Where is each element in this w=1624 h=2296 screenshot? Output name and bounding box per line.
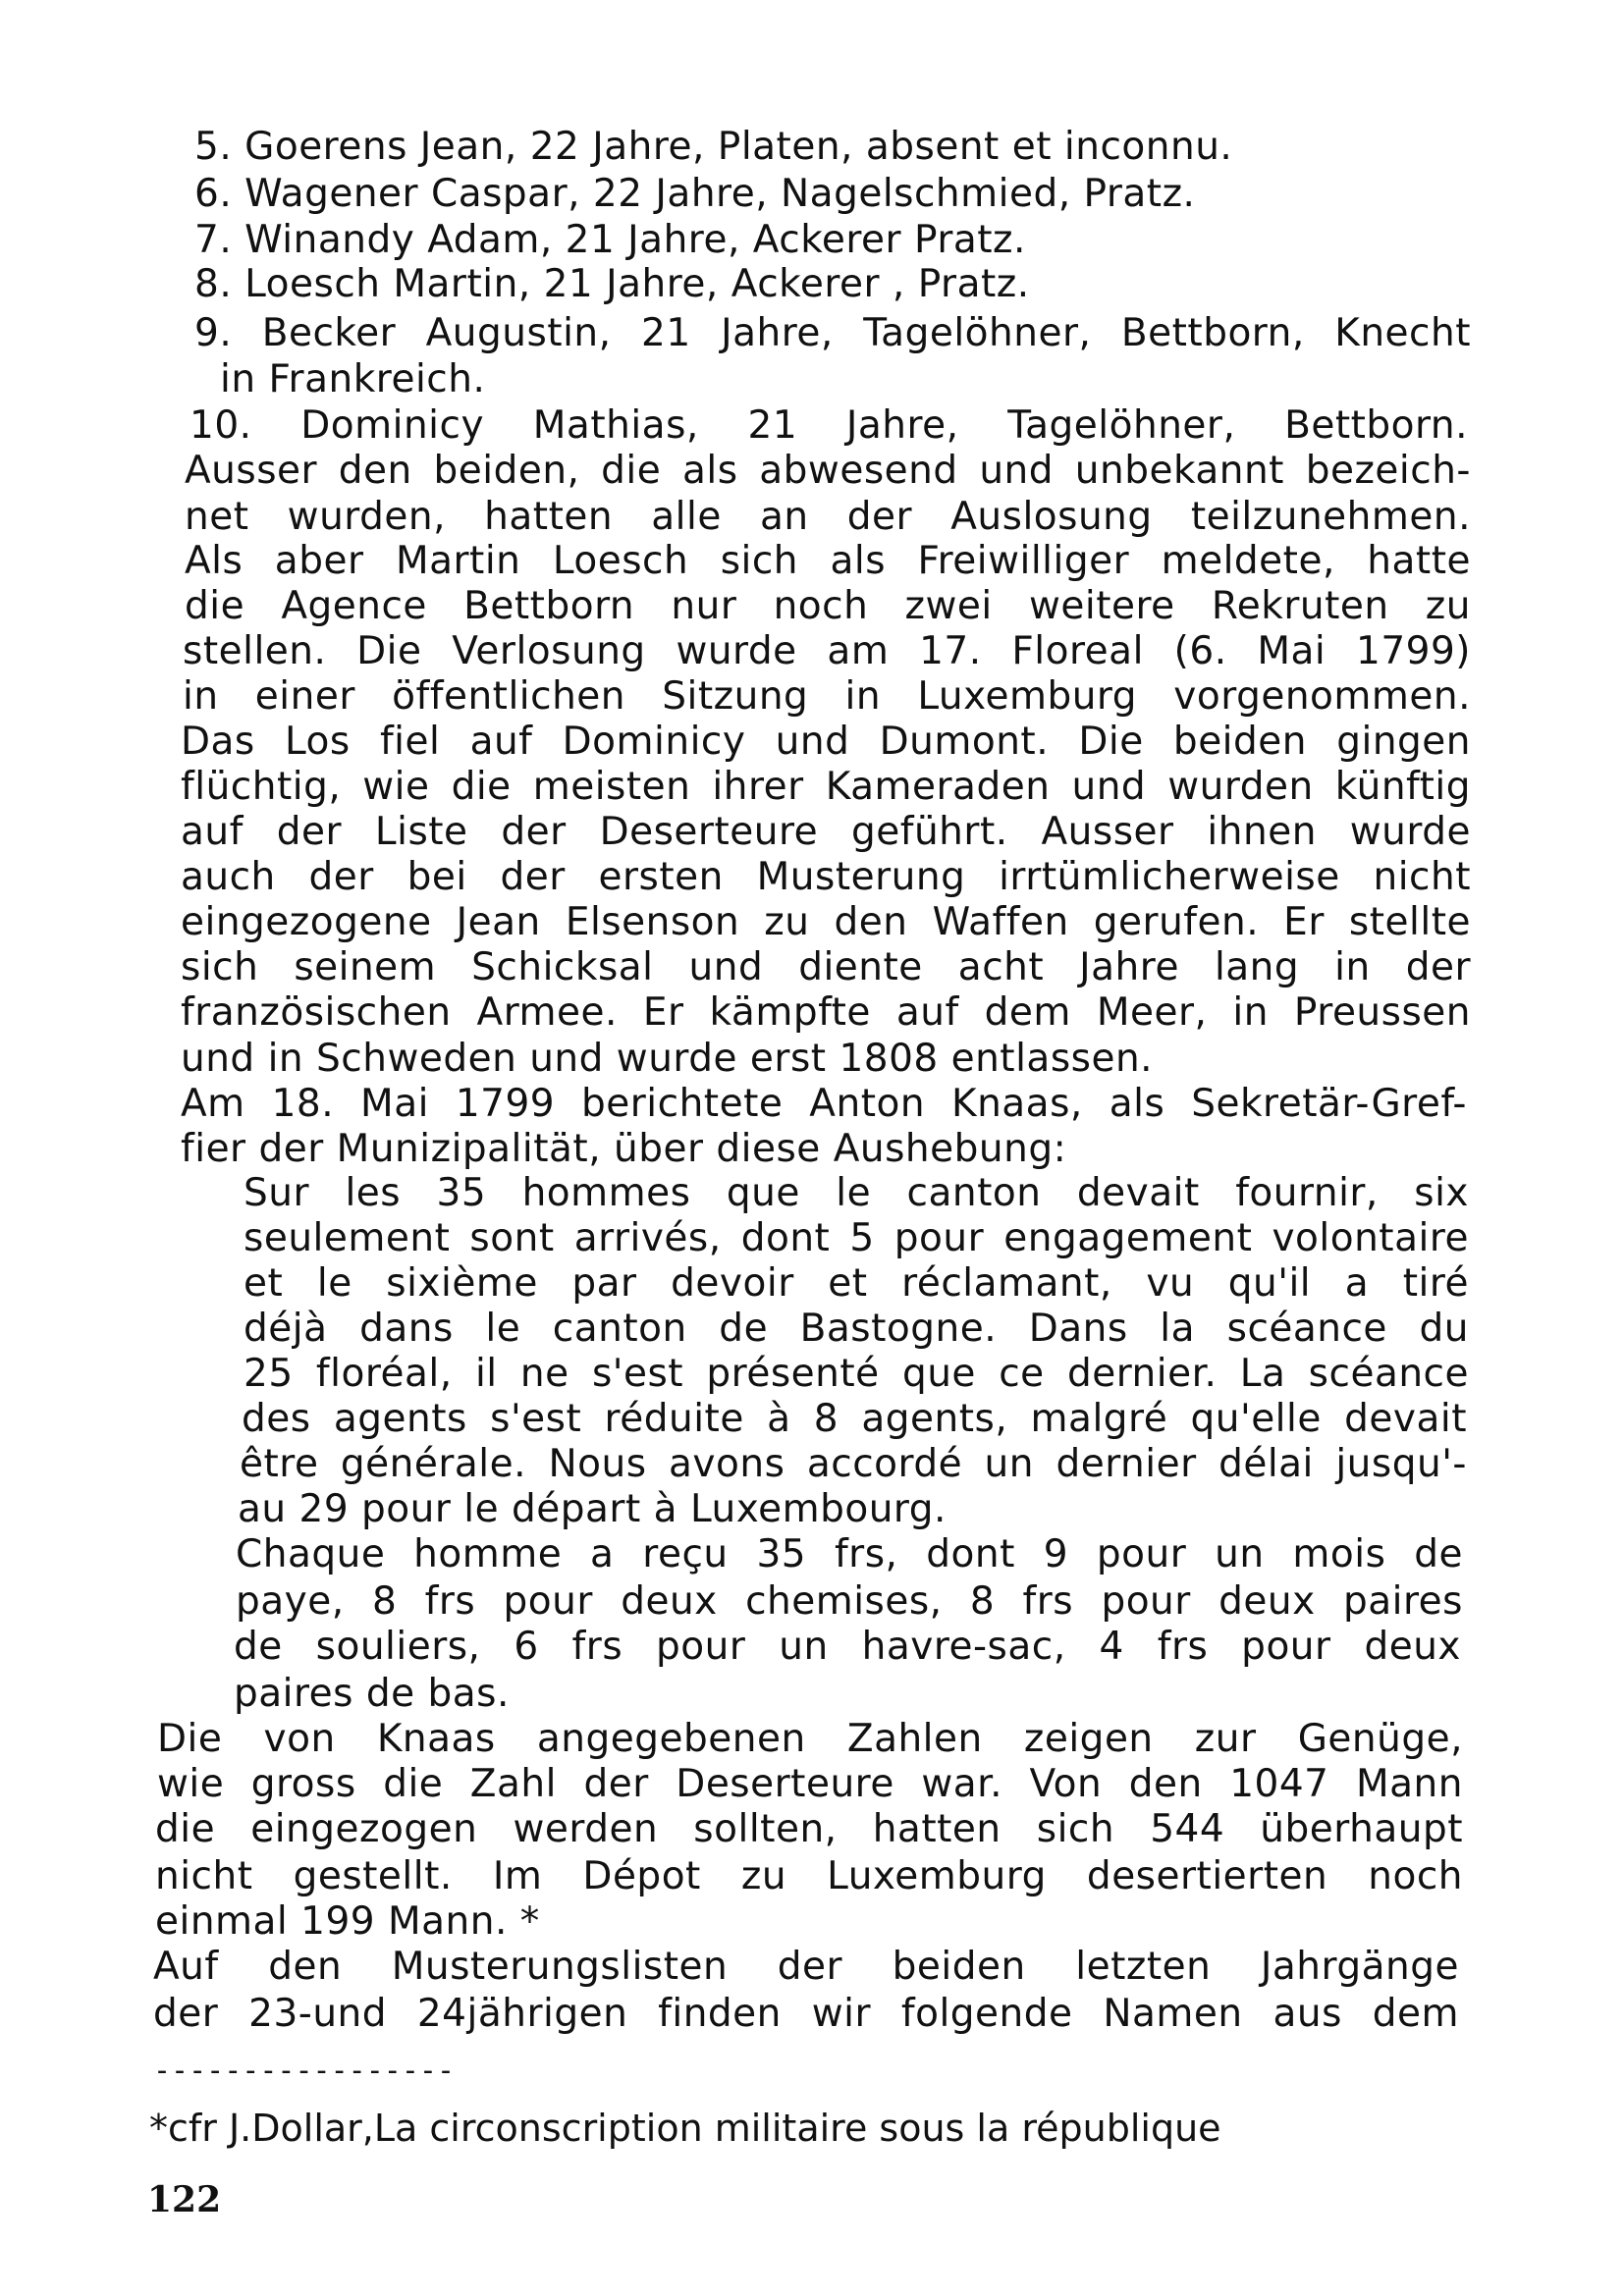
quote-line: déjà dans le canton de Bastogne. Dans la scéance du <box>244 1308 1469 1351</box>
list-item-10: 10. Dominicy Mathias, 21 Jahre, Tagelöhner, Bettborn. <box>189 404 1468 448</box>
text-line: nicht gestellt. Im Dépot zu Luxemburg desertierten noch <box>155 1855 1463 1898</box>
quote-line: et le sixième par devoir et réclamant, vu qu'il a tiré <box>244 1262 1469 1306</box>
text-line: in einer öffentlichen Sitzung in Luxemburg vorgenommen. <box>183 675 1471 719</box>
quote-line: paires de bas. <box>234 1672 510 1716</box>
quote-line: Sur les 35 hommes que le canton devait fournir, six <box>244 1172 1469 1215</box>
quote-line: au 29 pour le départ à Luxembourg. <box>238 1487 947 1531</box>
text-line: Auf den Musterungslisten der beiden letzten Jahrgänge <box>153 1946 1459 1989</box>
list-item-9-continuation: in Frankreich. <box>220 357 486 401</box>
list-item-8: 8. Loesch Martin, 21 Jahre, Ackerer , Pratz. <box>194 262 1030 306</box>
text-line: flüchtig, wie die meisten ihrer Kameraden und wurden künftig <box>181 766 1471 809</box>
text-line: die eingezogen werden sollten, hatten sich 544 überhaupt <box>155 1808 1463 1851</box>
text-line: Die von Knaas angegebenen Zahlen zeigen zur Genüge, <box>157 1718 1463 1761</box>
list-item-5: 5. Goerens Jean, 22 Jahre, Platen, absent et inconnu. <box>194 125 1233 169</box>
quote-line: de souliers, 6 frs pour un havre-sac, 4 frs pour deux <box>234 1626 1461 1669</box>
quote-line: être générale. Nous avons accordé un dernier délai jusqu'- <box>240 1443 1467 1486</box>
text-line: fier der Munizipalität, über diese Aushebung: <box>181 1127 1067 1171</box>
list-item-7: 7. Winandy Adam, 21 Jahre, Ackerer Pratz. <box>194 218 1026 262</box>
text-line: net wurden, hatten alle an der Auslosung teilzunehmen. <box>185 496 1471 539</box>
text-line: der 23-und 24jährigen finden wir folgende Namen aus dem <box>153 1993 1459 2036</box>
text-line: französischen Armee. Er kämpfte auf dem Meer, in Preussen <box>181 991 1471 1035</box>
text-line: stellen. Die Verlosung wurde am 17. Floreal (6. Mai 1799) <box>183 630 1471 673</box>
text-line: eingezogene Jean Elsenson zu den Waffen gerufen. Er stellte <box>181 901 1471 944</box>
text-line: Als aber Martin Loesch sich als Freiwilliger meldete, hatte <box>185 540 1471 583</box>
text-line: auf der Liste der Deserteure geführt. Ausser ihnen wurde <box>181 811 1471 854</box>
footnote: *cfr J.Dollar,La circonscription militaire sous la république <box>149 2107 1221 2150</box>
text-line: einmal 199 Mann. * <box>155 1899 540 1944</box>
list-item-9: 9. Becker Augustin, 21 Jahre, Tagelöhner, Bettborn, Knecht <box>194 312 1471 355</box>
footnote-rule: ----------------- <box>153 2054 456 2088</box>
text-line: auch der bei der ersten Musterung irrtümlicherweise nicht <box>181 856 1471 899</box>
text-line: Am 18. Mai 1799 berichtete Anton Knaas, als Sekretär-Gref- <box>181 1083 1467 1126</box>
quote-line: paye, 8 frs pour deux chemises, 8 frs pour deux paires <box>236 1580 1463 1624</box>
text-line: Das Los fiel auf Dominicy und Dumont. Die beiden gingen <box>181 721 1471 764</box>
text-line: die Agence Bettborn nur noch zwei weitere Rekruten zu <box>185 585 1471 628</box>
quote-line: des agents s'est réduite à 8 agents, malgré qu'elle devait <box>242 1398 1467 1441</box>
quote-line: 25 floréal, il ne s'est présenté que ce dernier. La scéance <box>244 1353 1469 1396</box>
list-item-6: 6. Wagener Caspar, 22 Jahre, Nagelschmied, Pratz. <box>194 172 1196 216</box>
text-line: sich seinem Schicksal und diente acht Jahre lang in der <box>181 946 1471 989</box>
text-line: wie gross die Zahl der Deserteure war. Von den 1047 Mann <box>157 1763 1463 1806</box>
page-number: 122 <box>147 2179 222 2220</box>
text-line: Ausser den beiden, die als abwesend und unbekannt bezeich- <box>185 450 1471 493</box>
quote-line: seulement sont arrivés, dont 5 pour engagement volontaire <box>244 1217 1469 1260</box>
quote-line: Chaque homme a reçu 35 frs, dont 9 pour un mois de <box>236 1533 1463 1576</box>
text-line: und in Schweden und wurde erst 1808 entlassen. <box>181 1037 1154 1081</box>
